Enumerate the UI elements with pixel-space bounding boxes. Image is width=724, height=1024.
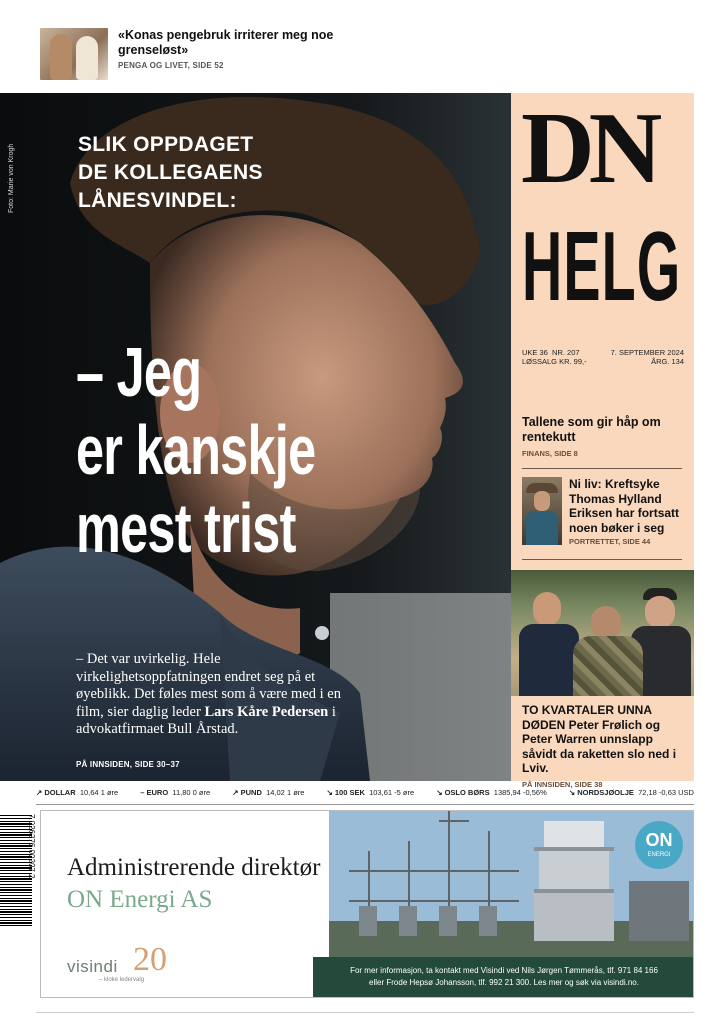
ticker-item: ↘ OSLO BØRS 1385,94 -0,56% xyxy=(436,788,547,797)
ticker-item: ↗ PUND 14,02 1 øre xyxy=(232,788,305,797)
teaser-lviv[interactable]: TO KVARTALER UNNA DØDEN Peter Frølich og Peter Warren unnslapp såvidt da raketten slo ned i Lviv. PÅ INNSIDEN, SIDE 38 xyxy=(522,703,677,789)
teaser-section: PENGA OG LIVET, SIDE 52 xyxy=(118,61,224,70)
visindi-anniversary-badge: 20 xyxy=(133,941,167,978)
visindi-slogan: – kloke ledervalg xyxy=(99,977,145,983)
hero-kicker: SLIK OPPDAGET DE KOLLEGAENS LÅNESVINDEL: xyxy=(78,133,263,212)
hero-quote-headline: – Jeg er kanskje mest trist xyxy=(76,333,316,567)
lviv-photo xyxy=(511,570,694,696)
hero-page-reference: PÅ INNSIDEN, SIDE 30–37 xyxy=(76,760,180,769)
ticker-item: – EURO 11,80 0 øre xyxy=(140,788,211,797)
divider xyxy=(522,559,682,560)
divider xyxy=(36,1012,694,1013)
teaser-portrett[interactable]: Ni liv: Kreftsyke Thomas Hylland Eriksen har fortsatt noen bøker i seg PORTRETTET, SIDE 44 xyxy=(522,477,682,547)
hero-person-name: Lars Kåre Pedersen xyxy=(204,703,329,720)
helg-logo: HELG xyxy=(522,212,682,322)
ad-job-title: Administrerende direktør xyxy=(67,854,321,881)
dn-logo: DN xyxy=(521,92,657,205)
teaser-headline: «Konas pengebruk irriterer meg noe grenseløst» xyxy=(118,28,334,57)
divider xyxy=(522,468,682,469)
hero-body-text: – Det var uvirkelig. Hele virkelighetsoppfatningen endret seg på et øyeblikk. Det føles mest som å være med i en film, sier daglig leder Lars Kåre Pedersen i advokatfirmaet Bull Årstad. xyxy=(76,651,341,737)
job-advertisement[interactable] xyxy=(40,810,694,998)
photo-credit: Foto: Marie von Krogh xyxy=(8,143,15,213)
ad-company: ON Energi AS xyxy=(67,886,213,913)
ticker-item: ↘ 100 SEK 103,61 -5 øre xyxy=(326,788,415,797)
ticker-item: ↘ NORDSJØOLJE 72,18 -0,63 USD xyxy=(568,788,694,797)
teaser-photo xyxy=(40,28,108,80)
barcode-number: 7 026276 00207 2 xyxy=(27,814,36,879)
portrett-photo xyxy=(522,477,562,545)
right-column xyxy=(511,92,694,789)
ticker-item: ↗ DOLLAR 10,64 1 øre xyxy=(36,788,119,797)
on-energi-logo: ON ENERGI xyxy=(635,821,683,869)
barcode xyxy=(0,814,36,926)
hero-story[interactable] xyxy=(0,93,511,781)
teaser-finans[interactable]: Tallene som gir håp om rentekutt FINANS, SIDE 8 xyxy=(522,415,661,458)
ad-contact-bar: For mer informasjon, ta kontakt med Visindi ved Nils Jørgen Tømmerås, tlf. 971 84 166 eller Frode Hepsø Johansson, tlf. 992 21 300. Les mer og søk via visindi.no. xyxy=(313,957,694,998)
issue-info: UKE 36 NR. 207 7. SEPTEMBER 2024 LØSSALG KR. 99,- ÅRG. 134 xyxy=(522,348,684,366)
divider xyxy=(36,804,694,805)
top-teaser[interactable] xyxy=(40,28,460,84)
market-ticker xyxy=(36,788,694,802)
visindi-logo: visindi xyxy=(67,957,118,976)
